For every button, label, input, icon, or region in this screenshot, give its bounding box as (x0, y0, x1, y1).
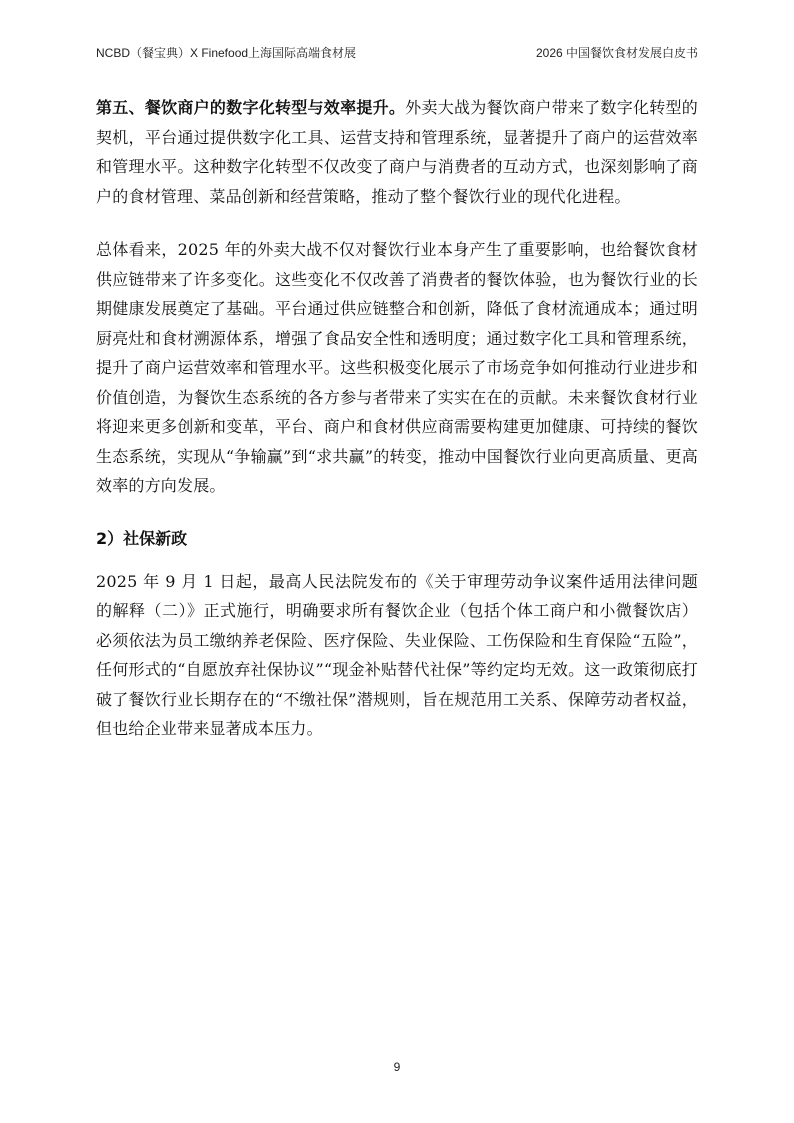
paragraph-digital-transformation (96, 93, 698, 211)
paragraph-lead-bold: 第五、餐饮商户的数字化转型与效率提升。 (96, 98, 406, 117)
page-number: 9 (393, 1060, 401, 1074)
header-left-title: NCBD（餐宝典）X Finefood上海国际高端食材展 (96, 46, 357, 60)
page-content (96, 93, 698, 744)
header-right-title: 2026 中国餐饮食材发展白皮书 (535, 46, 698, 60)
paragraph-summary: 总体看来，2025 年的外卖大战不仅对餐饮行业本身产生了重要影响，也给餐饮食材供应链带来了许多变化。这些变化不仅改善了消费者的餐饮体验，也为餐饮行业的长期健康发展奠定了基础。平台通过供应链整合和创新，降低了食材流通成本；通过明厨亮灶和食材溯源体系，增强了食品安全性和透明度；通过数字化工具和管理系统，提升了商户运营效率和管理水平。这些积极变化展示了市场竞争如何推动行业进步和价值创造，为餐饮生态系统的各方参与者带来了实实在在的贡献。未来餐饮食材行业将迎来更多创新和变革，平台、商户和食材供应商需要构建更加健康、可持续的餐饮生态系统，实现从“争输赢”到“求共赢”的转变，推动中国餐饮行业向更高质量、更高效率的方向发展。 (96, 240, 698, 495)
paragraph-social-insurance: 2025 年 9 月 1 日起，最高人民法院发布的《关于审理劳动争议案件适用法律问题的解释（二）》正式施行，明确要求所有餐饮企业（包括个体工商户和小微餐饮店）必须依法为员工缴纳养老保险、医疗保险、失业保险、工伤保险和生育保险“五险”，任何形式的“自愿放弃社保协议”“现金补贴替代社保”等约定均无效。这一政策彻底打破了餐饮行业长期存在的“不缴社保”潜规则，旨在规范用工关系、保障劳动者权益，但也给企业带来显著成本压力。 (96, 571, 698, 738)
page-header (96, 44, 698, 64)
section-heading-social-insurance: 2）社保新政 (96, 528, 188, 548)
paragraph-body: 外卖大战为餐饮商户带来了数字化转型的契机，平台通过提供数字化工具、运营支持和管理系统，显著提升了商户的运营效率和管理水平。这种数字化转型不仅改变了商户与消费者的互动方式，也深刻影响了商户的食材管理、菜品创新和经营策略，推动了整个餐饮行业的现代化进程。 (96, 98, 698, 206)
